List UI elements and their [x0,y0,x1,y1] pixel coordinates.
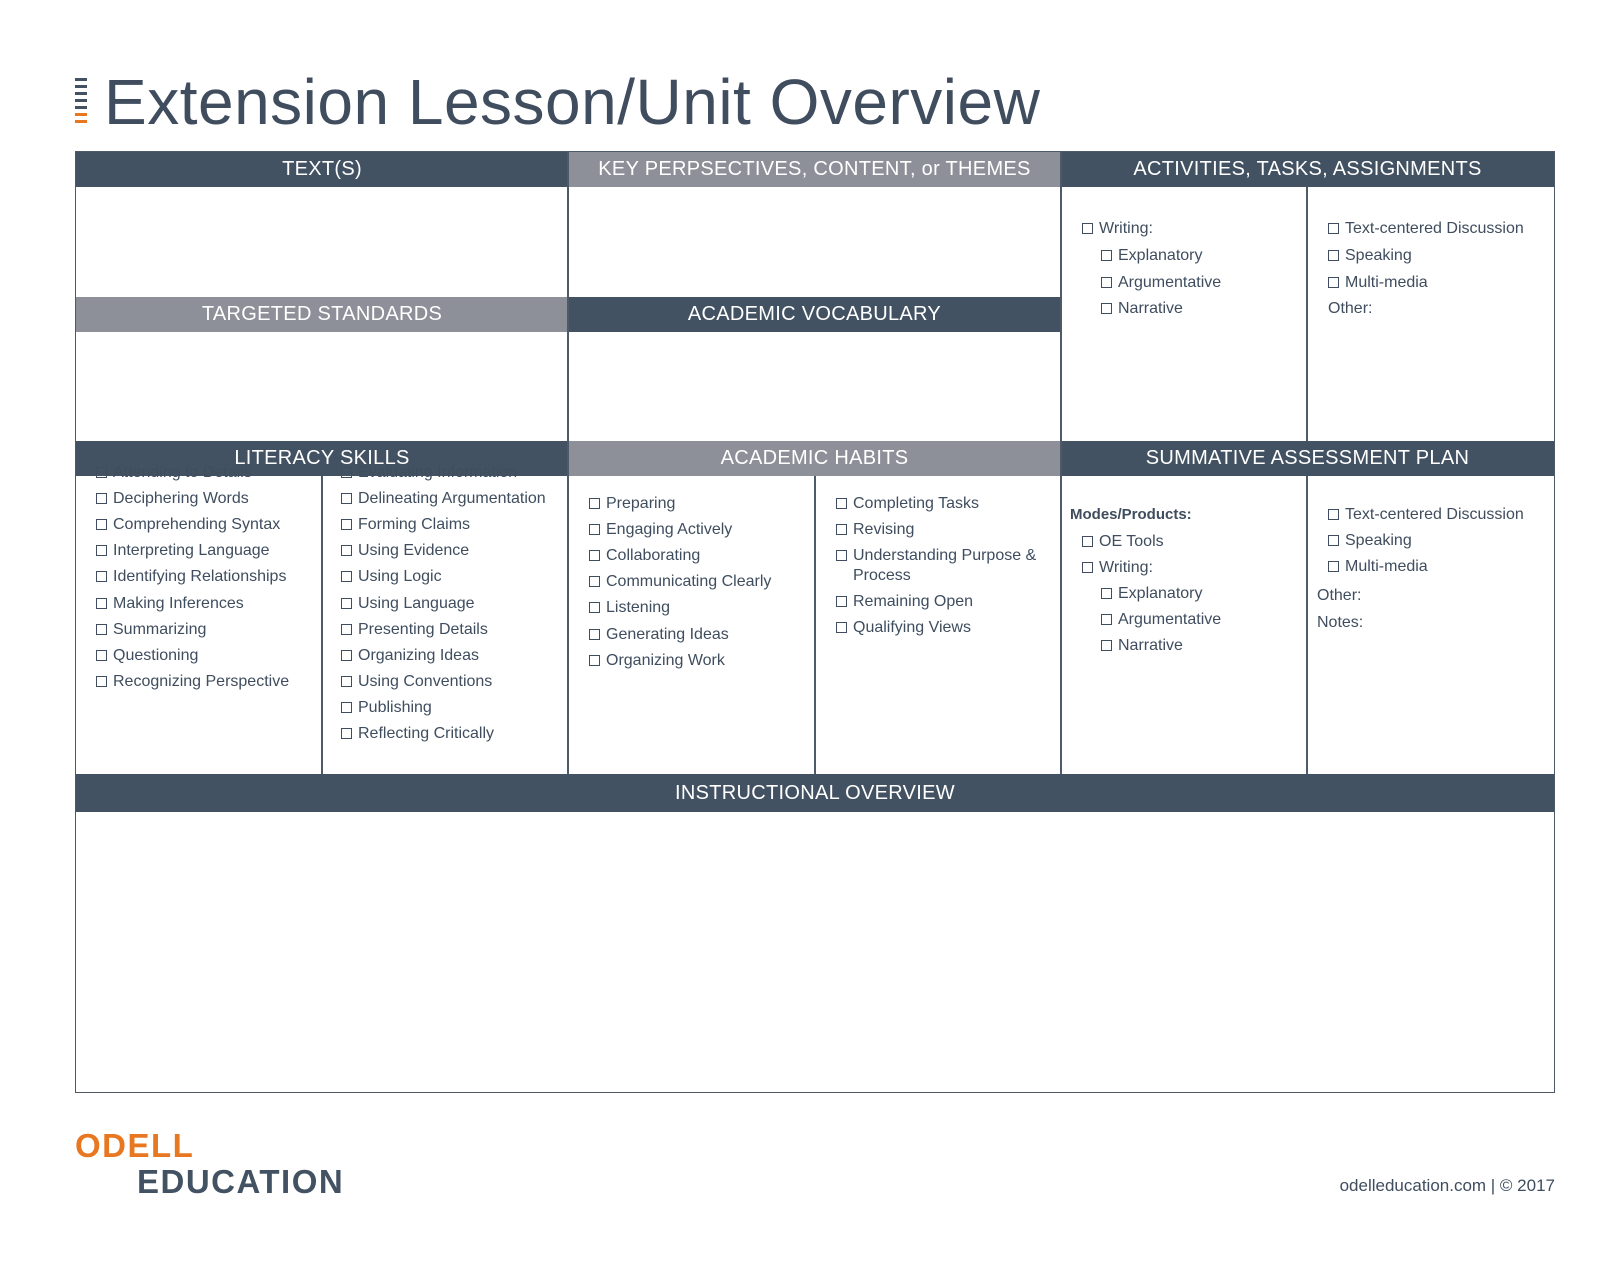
checkbox-item[interactable]: Recognizing Perspective [96,673,289,691]
checkbox[interactable] [96,571,107,582]
checkbox[interactable] [1101,614,1112,625]
checkbox-item[interactable]: Making Inferences [96,595,244,613]
checkbox-item[interactable]: Communicating Clearly [589,573,771,591]
texts-input-area[interactable] [76,187,567,297]
checkbox-item[interactable]: Summarizing [96,621,206,639]
targeted-standards-header: TARGETED STANDARDS [76,297,568,332]
checkbox-item[interactable]: Narrative [1101,637,1183,655]
summative-notes-label: Notes: [1317,614,1364,631]
checkbox[interactable] [96,676,107,687]
academic-vocabulary-header: ACADEMIC VOCABULARY [568,297,1061,332]
checkbox-item[interactable]: Engaging Actively [589,521,732,539]
checkbox[interactable] [836,622,847,633]
checkbox-item[interactable]: Using Language [341,595,475,613]
checkbox-item[interactable]: Using Logic [341,568,442,586]
key-perspectives-input-area[interactable] [569,187,1060,297]
checkbox[interactable] [1101,250,1112,261]
logo-line2: EDUCATION [137,1163,345,1200]
checkbox-item[interactable]: Evaluating Information [341,464,517,482]
activities-other-label: Other: [1328,300,1373,317]
checkbox-item[interactable]: Text-centered Discussion [1328,506,1524,524]
divider [814,476,816,774]
checkbox-item[interactable]: Generating Ideas [589,626,729,644]
checkbox[interactable] [836,550,847,561]
texts-header: TEXT(S) [76,152,568,187]
checkbox[interactable] [1328,509,1339,520]
targeted-standards-input-area[interactable] [76,332,567,441]
instructional-overview-header: INSTRUCTIONAL OVERVIEW [76,774,1554,812]
academic-vocabulary-input-area[interactable] [569,332,1060,441]
checkbox[interactable] [1328,277,1339,288]
checkbox-item[interactable]: Multi-media [1328,274,1428,292]
academic-habits-header: ACADEMIC HABITS [568,441,1061,476]
checkbox[interactable] [341,650,352,661]
checkbox-item[interactable]: Forming Claims [341,516,470,534]
divider [1306,187,1308,441]
checkbox-item[interactable]: Writing: [1082,220,1153,238]
checkbox[interactable] [589,629,600,640]
checkbox[interactable] [341,467,352,478]
checkbox-item[interactable]: Multi-media [1328,558,1428,576]
checkbox-item[interactable]: Presenting Details [341,621,488,639]
checkbox-item[interactable]: Using Evidence [341,542,469,560]
wrapped-label: Process [853,567,911,585]
checkbox-item[interactable]: Using Conventions [341,673,492,691]
checkbox-item[interactable]: OE Tools [1082,533,1164,551]
checkbox-item[interactable]: Qualifying Views [836,619,971,637]
checkbox[interactable] [589,576,600,587]
checkbox-item[interactable]: Explanatory [1101,247,1203,265]
modes-products-label: Modes/Products: [1070,506,1192,523]
checkbox[interactable] [1101,640,1112,651]
checkbox[interactable] [836,596,847,607]
checkbox[interactable] [96,519,107,530]
checkbox-item[interactable]: Comprehending Syntax [96,516,280,534]
page-title: Extension Lesson/Unit Overview [104,66,1041,138]
activities-header: ACTIVITIES, TASKS, ASSIGNMENTS [1061,152,1554,187]
checkbox[interactable] [1082,562,1093,573]
checkbox-item[interactable]: Organizing Ideas [341,647,479,665]
checkbox[interactable] [1328,535,1339,546]
checkbox-item[interactable]: Explanatory [1101,585,1203,603]
checkbox[interactable] [341,624,352,635]
checkbox-item[interactable]: Revising [836,521,914,539]
checkbox[interactable] [589,524,600,535]
summative-header: SUMMATIVE ASSESSMENT PLAN [1061,441,1554,476]
checkbox[interactable] [589,550,600,561]
checkbox-item[interactable]: Preparing [589,495,675,513]
checkbox[interactable] [96,624,107,635]
checkbox-item[interactable]: Speaking [1328,532,1412,550]
checkbox[interactable] [96,493,107,504]
checkbox[interactable] [1082,536,1093,547]
checkbox[interactable] [1101,588,1112,599]
overview-form [75,151,1555,1093]
checkbox-item[interactable]: Collaborating [589,547,700,565]
checkbox[interactable] [589,602,600,613]
footer-site-copyright: odelleducation.com | © 2017 [1339,1176,1555,1195]
accent-bar [75,106,87,109]
logo-line1: ODELL [75,1127,195,1164]
title-accent-icon [75,78,87,126]
checkbox-item[interactable]: Deciphering Words [96,490,249,508]
checkbox-item[interactable]: Organizing Work [589,652,725,670]
key-perspectives-header: KEY PERPSECTIVES, CONTENT, or THEMES [568,152,1061,187]
checkbox[interactable] [341,545,352,556]
checkbox[interactable] [341,598,352,609]
odell-education-logo [75,1128,375,1198]
checkbox-item[interactable]: Reflecting Critically [341,725,494,743]
instructional-overview-input-area[interactable] [76,812,1554,1092]
divider [1306,476,1308,774]
accent-bar [75,113,87,116]
checkbox-item[interactable]: Completing Tasks [836,495,979,513]
divider [321,476,323,774]
literacy-skills-header: LITERACY SKILLS [76,441,568,476]
accent-bar [75,92,87,95]
checkbox-item[interactable]: Interpreting Language [96,542,270,560]
checkbox-item[interactable]: Understanding Purpose & [836,547,1036,565]
checkbox[interactable] [1101,303,1112,314]
checkbox[interactable] [341,519,352,530]
checkbox[interactable] [1328,223,1339,234]
checkbox-item[interactable]: Publishing [341,699,432,717]
checkbox[interactable] [341,728,352,739]
checkbox[interactable] [96,545,107,556]
checkbox[interactable] [1082,223,1093,234]
checkbox-item[interactable]: Argumentative [1101,611,1221,629]
summative-other-label: Other: [1317,587,1362,604]
checkbox[interactable] [836,524,847,535]
checkbox-item[interactable]: Argumentative [1101,274,1221,292]
checkbox-item[interactable]: Remaining Open [836,593,973,611]
checkbox[interactable] [341,493,352,504]
checkbox-item[interactable]: Writing: [1082,559,1153,577]
checkbox-item[interactable]: Speaking [1328,247,1412,265]
checkbox[interactable] [836,498,847,509]
checkbox[interactable] [341,702,352,713]
checkbox-item[interactable]: Text-centered Discussion [1328,220,1524,238]
checkbox-item[interactable]: Listening [589,599,670,617]
checkbox-item[interactable]: Identifying Relationships [96,568,286,586]
checkbox[interactable] [589,498,600,509]
checkbox-item[interactable]: Attending to Details [96,464,252,482]
checkbox[interactable] [1101,277,1112,288]
checkbox[interactable] [589,655,600,666]
accent-bar [75,78,87,81]
accent-bar [75,99,87,102]
checkbox-item[interactable]: Narrative [1101,300,1183,318]
accent-bar [75,85,87,88]
checkbox-item[interactable]: Delineating Argumentation [341,490,546,508]
checkbox[interactable] [96,650,107,661]
accent-bar [75,120,87,123]
checkbox[interactable] [1328,561,1339,572]
checkbox[interactable] [96,467,107,478]
checkbox[interactable] [341,676,352,687]
checkbox[interactable] [1328,250,1339,261]
checkbox-item[interactable]: Questioning [96,647,198,665]
divider [1060,152,1062,774]
checkbox[interactable] [341,571,352,582]
checkbox[interactable] [96,598,107,609]
